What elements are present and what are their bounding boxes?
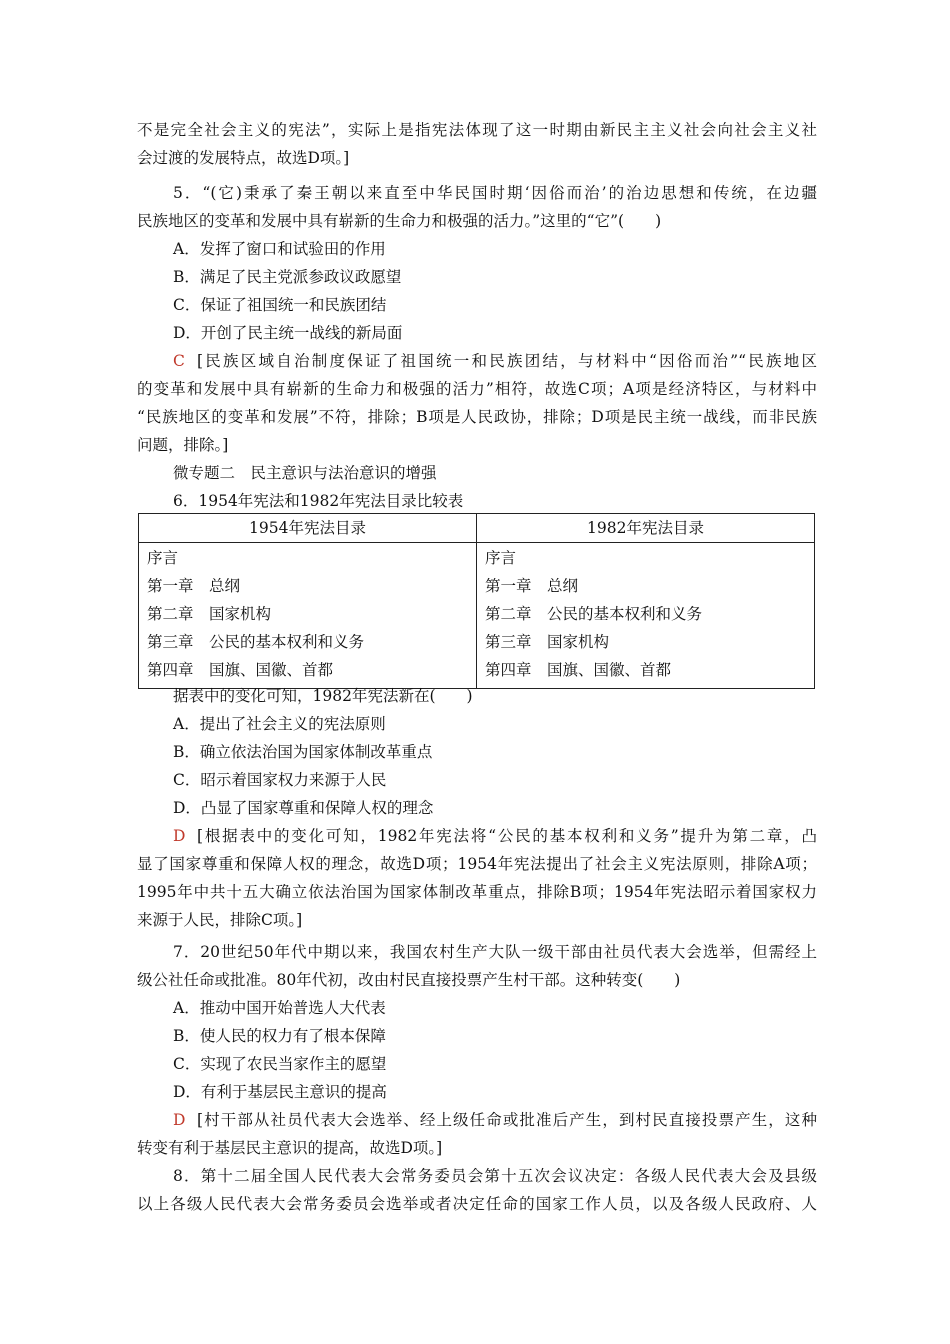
option-d: D．开创了民主统一战线的新局面 bbox=[173, 324, 403, 342]
list-item: 第四章 国旗、国徽、首都 bbox=[485, 661, 672, 679]
list-item: 第四章 国旗、国徽、首都 bbox=[147, 661, 334, 679]
list-item: 序言 bbox=[485, 549, 517, 567]
option-d: D．凸显了国家尊重和保障人权的理念 bbox=[173, 799, 434, 817]
answer-6-line: 来源于人民，排除C项。] bbox=[137, 911, 303, 929]
question-8-stem: 8．第十二届全国人民代表大会常务委员会第十五次会议决定：各级人民代表大会及县级 bbox=[173, 1167, 817, 1185]
answer-letter: C bbox=[173, 352, 185, 370]
option-c: C．保证了祖国统一和民族团结 bbox=[173, 296, 387, 314]
question-7-stem: 7．20世纪50年代中期以来，我国农村生产大队一级干部由社员代表大会选举，但需经上 bbox=[173, 943, 817, 961]
list-item: 第一章 总纲 bbox=[147, 577, 241, 595]
option-b: B．满足了民主党派参政议政愿望 bbox=[173, 268, 402, 286]
list-item: 第三章 国家机构 bbox=[485, 633, 610, 651]
list-item: 第二章 国家机构 bbox=[147, 605, 272, 623]
table-cell-1954 bbox=[139, 543, 477, 689]
option-b: B．使人民的权力有了根本保障 bbox=[173, 1027, 386, 1045]
option-c: C．昭示着国家权力来源于人民 bbox=[173, 771, 387, 789]
question-6-prompt: 据表中的变化可知，1982年宪法新在( ) bbox=[173, 687, 473, 705]
answer-6-line: 1995年中共十五大确立依法治国为国家体制改革重点，排除B项；1954年宪法昭示着国家权力 bbox=[137, 883, 817, 901]
option-b: B．确立依法治国为国家体制改革重点 bbox=[173, 743, 433, 761]
answer-5-line: “民族地区的变革和发展”不符，排除；B项是人民政协，排除；D项是民主统一战线，而非民族 bbox=[137, 408, 817, 426]
question-6-stem: 6．1954年宪法和1982年宪法目录比较表 bbox=[173, 492, 464, 510]
option-c: C．实现了农民当家作主的愿望 bbox=[173, 1055, 387, 1073]
table-header: 1982年宪法目录 bbox=[477, 514, 815, 543]
option-a: A．发挥了窗口和试验田的作用 bbox=[173, 240, 386, 258]
list-item: 第二章 公民的基本权利和义务 bbox=[485, 605, 703, 623]
list-item: 序言 bbox=[147, 549, 179, 567]
answer-6-line: 显了国家尊重和保障人权的理念，故选D项；1954年宪法提出了社会主义宪法原则，排除A项； bbox=[137, 855, 817, 873]
question-5-stem: 5．“(它)秉承了秦王朝以来直至中华民国时期‘因俗而治’的治边思想和传统，在边疆 bbox=[173, 184, 817, 202]
constitution-comparison-table bbox=[138, 513, 815, 689]
text-line: 不是完全社会主义的宪法”，实际上是指宪法体现了这一时期由新民主主义社会向社会主义社 bbox=[137, 121, 817, 139]
answer-5-line: C [民族区域自治制度保证了祖国统一和民族团结，与材料中“因俗而治”“民族地区 bbox=[173, 352, 817, 370]
option-d: D．有利于基层民主意识的提高 bbox=[173, 1083, 387, 1101]
question-5-stem-cont: 民族地区的变革和发展中具有崭新的生命力和极强的活力。”这里的“它”( ) bbox=[137, 212, 662, 230]
answer-7-line: 转变有利于基层民主意识的提高，故选D项。] bbox=[137, 1139, 443, 1157]
text-line: 会过渡的发展特点，故选D项。] bbox=[137, 149, 350, 167]
section-heading: 微专题二 民主意识与法治意识的增强 bbox=[173, 464, 437, 482]
answer-5-line: 的变革和发展中具有崭新的生命力和极强的活力”相符，故选C项；A项是经济特区，与材料中 bbox=[137, 380, 817, 398]
list-item: 第三章 公民的基本权利和义务 bbox=[147, 633, 365, 651]
question-8-stem-cont: 以上各级人民代表大会常务委员会选举或者决定任命的国家工作人员，以及各级人民政府、人 bbox=[137, 1195, 817, 1213]
answer-letter: D bbox=[173, 1111, 186, 1129]
answer-letter: D bbox=[173, 827, 186, 845]
answer-7-line: D [村干部从社员代表大会选举、经上级任命或批准后产生，到村民直接投票产生，这种 bbox=[173, 1111, 817, 1129]
question-7-stem-cont: 级公社任命或批准。80年代初，改由村民直接投票产生村干部。这种转变( ) bbox=[137, 971, 681, 989]
table-header: 1954年宪法目录 bbox=[139, 514, 477, 543]
option-a: A．推动中国开始普选人大代表 bbox=[173, 999, 386, 1017]
list-item: 第一章 总纲 bbox=[485, 577, 579, 595]
answer-6-line: D [根据表中的变化可知，1982年宪法将“公民的基本权利和义务”提升为第二章，凸 bbox=[173, 827, 817, 845]
table-cell-1982 bbox=[477, 543, 815, 689]
option-a: A．提出了社会主义的宪法原则 bbox=[173, 715, 386, 733]
answer-5-line: 问题，排除。] bbox=[137, 436, 229, 454]
